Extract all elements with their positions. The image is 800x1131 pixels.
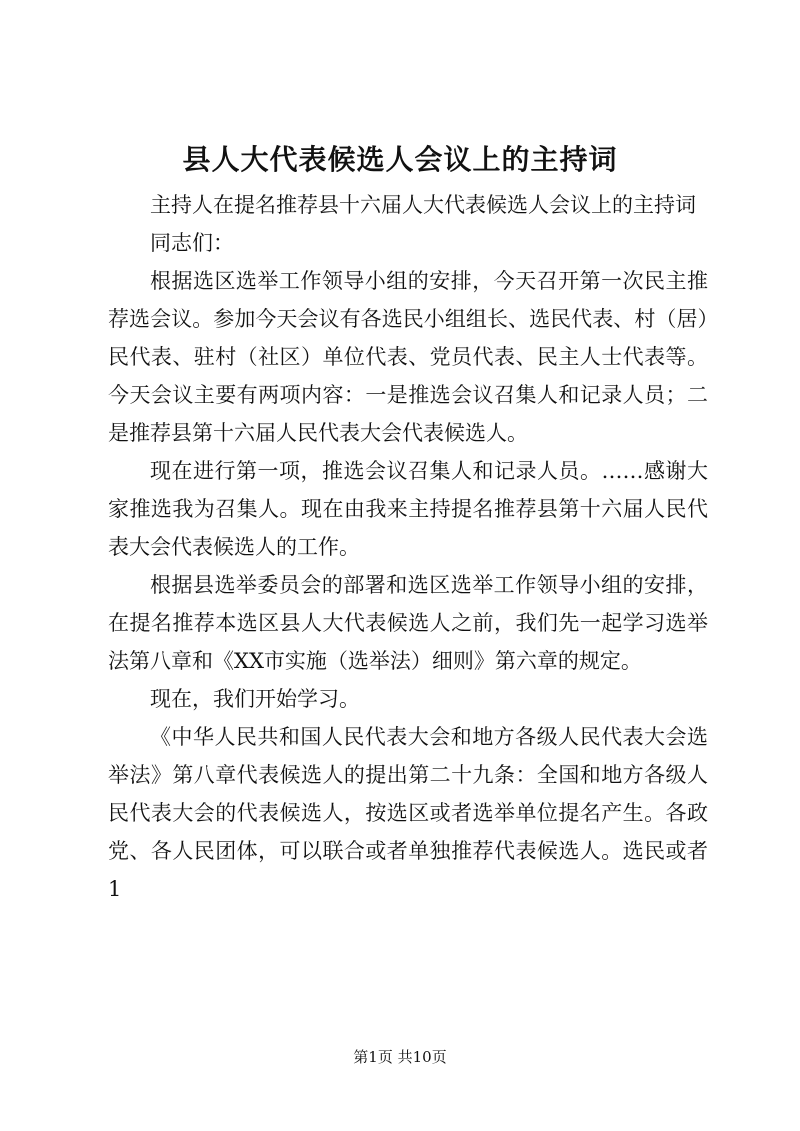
page-number-footer: 第1页 共10页 bbox=[353, 1048, 447, 1066]
paragraph: 现在进行第一项，推选会议召集人和记录人员。……感谢大家推选我为召集人。现在由我来主持提名推荐县第十六届人民代表大会代表候选人的工作。 bbox=[108, 459, 708, 559]
paragraph: 现在，我们开始学习。 bbox=[150, 687, 360, 711]
paragraph: 根据选区选举工作领导小组的安排，今天召开第一次民主推荐选会议。参加今天会议有各选民小组组长、选民代表、村（居）民代表、驻村（社区）单位代表、党员代表、民主人士代表等。今天会议主要有两项内容：一是推选会议召集人和记录人员；二是推荐县第十六届人民代表大会代表候选人。 bbox=[108, 269, 708, 445]
paragraph: 主持人在提名推荐县十六届人大代表候选人会议上的主持词 bbox=[150, 193, 696, 217]
document-body bbox=[108, 186, 708, 908]
paragraph: 根据县选举委员会的部署和选区选举工作领导小组的安排，在提名推荐本选区县人大代表候选人之前，我们先一起学习选举法第八章和《XX市实施（选举法）细则》第六章的规定。 bbox=[108, 573, 708, 673]
paragraph: 《中华人民共和国人民代表大会和地方各级人民代表大会选举法》第八章代表候选人的提出第二十九条：全国和地方各级人民代表大会的代表候选人，按选区或者选举单位提名产生。各政党、各人民团体，可以联合或者单独推荐代表候选人。选民或者1 bbox=[108, 725, 708, 901]
document-title: 县人大代表候选人会议上的主持词 bbox=[182, 143, 618, 176]
paragraph: 同志们： bbox=[150, 231, 234, 255]
